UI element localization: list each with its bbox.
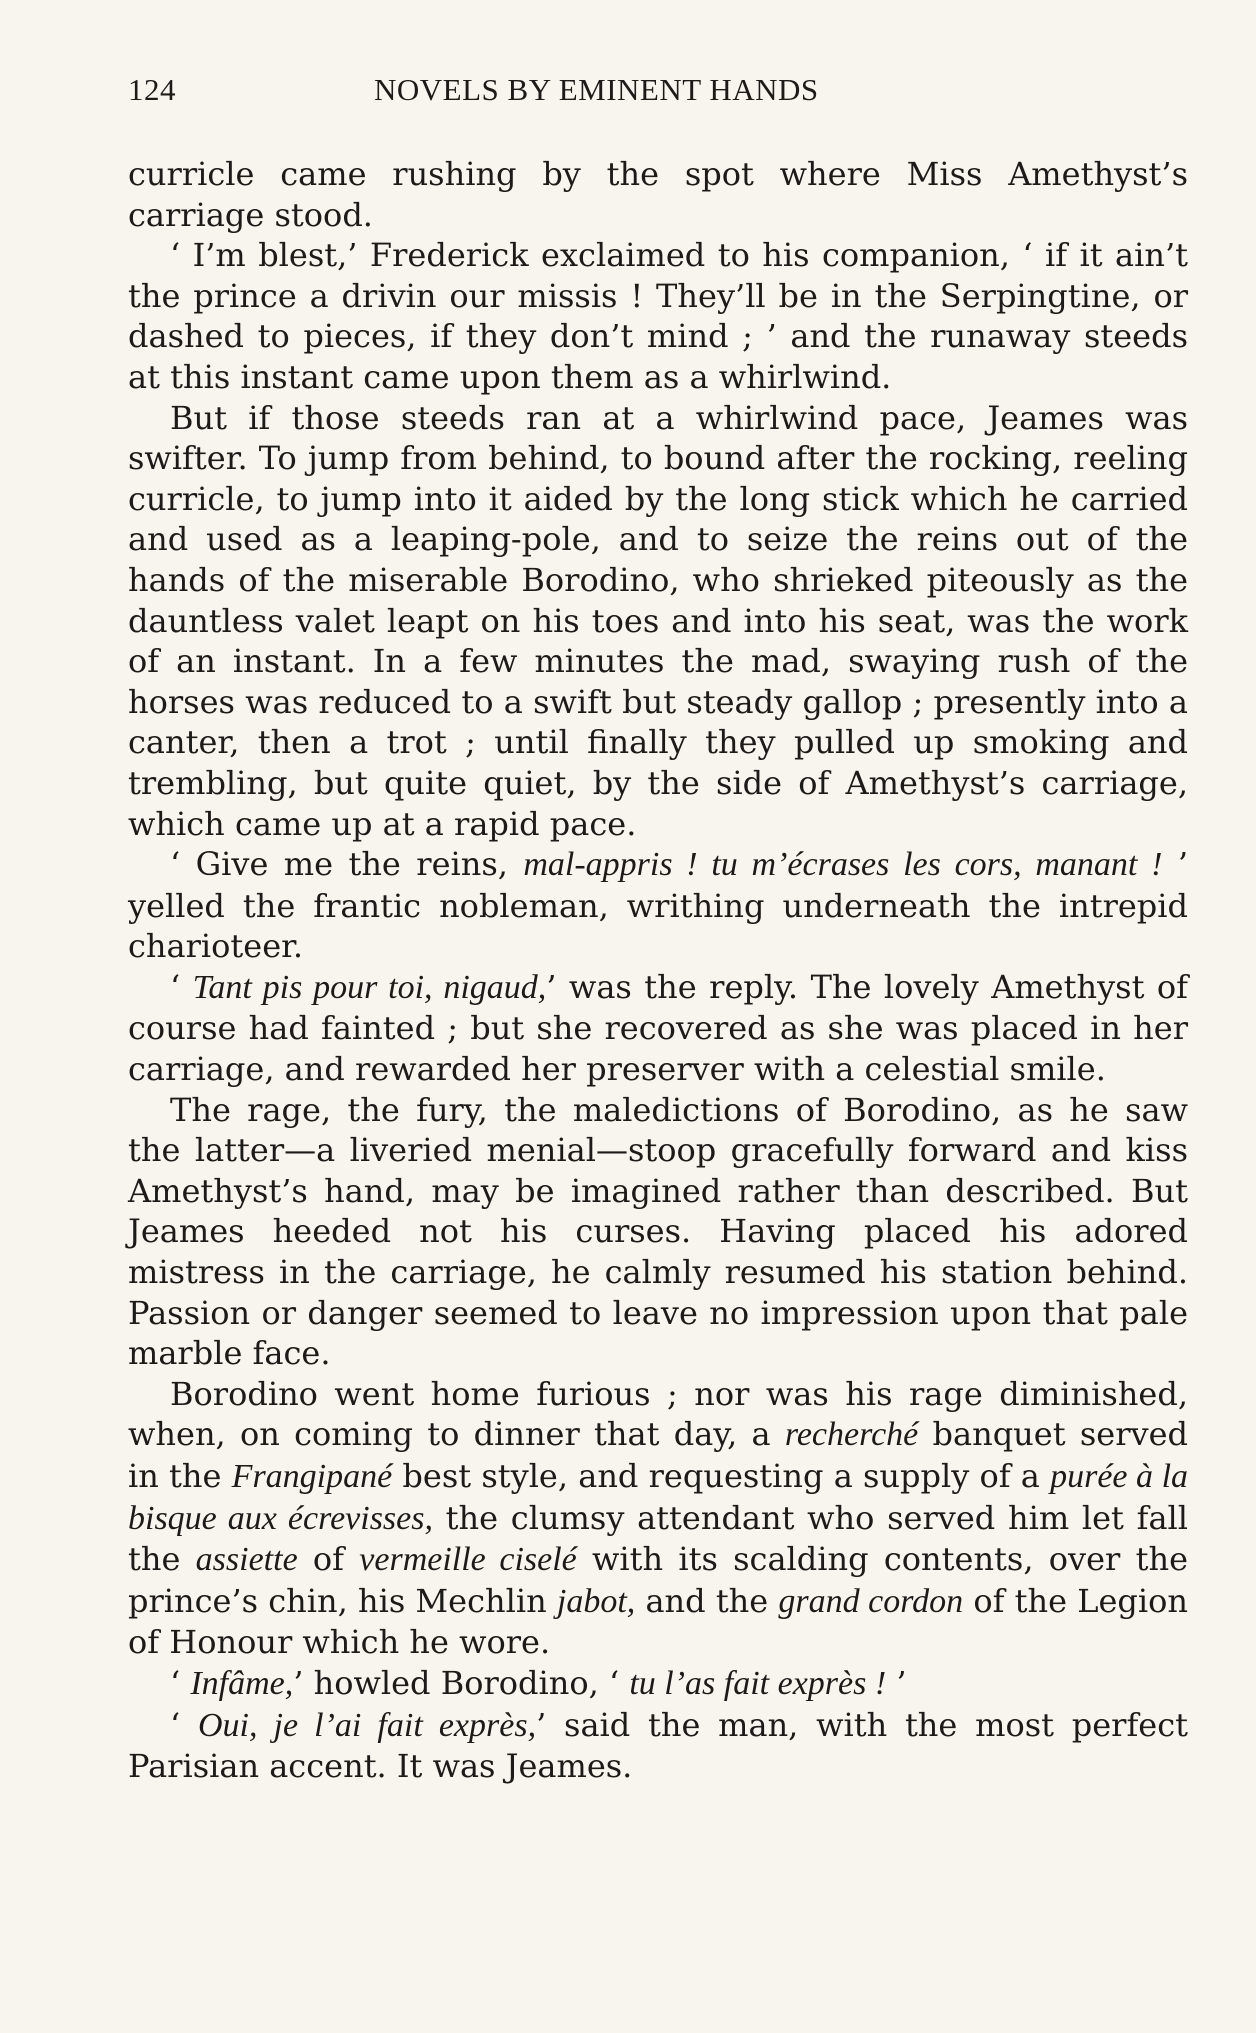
text-run: ‘ [170, 1705, 198, 1744]
french-phrase: purée à la bisque aux écrevisses, [128, 1458, 1189, 1537]
text-run: ’ [886, 1663, 907, 1702]
text-run: ’ said the man, with the most perfect Parisian accent. It was Jeames. [128, 1705, 1189, 1786]
french-phrase: mal-appris ! tu m’écrases les cors, manant ! [523, 846, 1163, 884]
paragraph [128, 967, 1188, 1090]
running-title: NOVELS BY EMINENT HANDS [374, 72, 819, 107]
french-phrase: Infâme, [190, 1664, 294, 1702]
text-run: ’ yelled the frantic nobleman, writhing underneath the intrepid charioteer. [128, 845, 1188, 966]
french-phrase: Frangipané [231, 1458, 393, 1495]
french-phrase: assiette [195, 1541, 298, 1579]
paragraph: But if those steeds ran at a whirlwind pace, Jeames was swifter. To jump from behind, to bound after the rocking, reeling curricle, to jump into it aided by the long stick which he carried and used as a leaping-pole, and to seize the reins out of the hands of the miserable Borodino, who shrieked piteously as the dauntless valet leapt on his toes and into his seat, was the work of an instant. In a few minutes the mad, swaying rush of the horses was reduced to a swift but steady gallop ; presently into a canter, then a trot ; until finally they pulled up smoking and trembling, but quite quiet, by the side of Amethyst’s carriage, which came up at a rapid pace. [128, 398, 1188, 843]
text-run: of [297, 1540, 360, 1579]
page-number: 124 [128, 72, 176, 107]
paragraph: ‘ I’m blest,’ Frederick exclaimed to his companion, ‘ if it ain’t the prince a drivin our missis ! They’ll be in the Serpingtine, or dashed to pieces, if they don’t mind ; ’ and the runaway steeds at this instant came upon them as a whirlwind. [128, 236, 1188, 396]
book-page [128, 72, 1188, 1787]
french-phrase: Tant pis pour toi, nigaud, [192, 968, 547, 1006]
french-phrase: vermeille ciselé [359, 1541, 577, 1579]
paragraph: The rage, the fury, the maledictions of Borodino, as he saw the latter—a liveried menial—stoop gracefully forward and kiss Amethyst’s hand, may be imagined rather than described. But Jeames heeded not his curses. Having placed his adored mistress in the carriage, he calmly resumed his station behind. Passion or danger seemed to leave no impression upon that pale marble face. [128, 1090, 1188, 1373]
text-run: the clumsy attendant who served him let fall the [128, 1498, 1188, 1579]
french-phrase: Oui, je l’ai fait exprès, [197, 1706, 537, 1744]
french-phrase: grand cordon [778, 1582, 964, 1620]
text-run: with its scalding contents, over the prince’s chin, his Mechlin [128, 1540, 1189, 1620]
paragraph: curricle came rushing by the spot where Miss Amethyst’s carriage stood. [128, 155, 1188, 234]
text-run: and the [635, 1581, 779, 1620]
text-run: ‘ [170, 1663, 191, 1702]
text-run: banquet served in the [128, 1415, 1188, 1495]
text-run: ‘ Give me the reins, [170, 845, 524, 884]
text-run: best style, and requesting a supply of a [392, 1457, 1051, 1495]
french-phrase: tu l’as fait exprès ! [629, 1664, 887, 1702]
text-run: ’ was the reply. The lovely Amethyst of course had fainted ; but she recovered as she was placed in her carriage, and rewarded her preserver with a celestial smile. [128, 967, 1189, 1089]
text-run: ’ howled Borodino, ‘ [293, 1663, 630, 1702]
paragraph [128, 844, 1188, 967]
paragraph [128, 1705, 1188, 1787]
french-phrase: jabot, [556, 1582, 636, 1620]
text-run: Borodino went home furious ; nor was his rage diminished, when, on coming to dinner that day, a [128, 1374, 1188, 1454]
body-text [128, 154, 1188, 1787]
french-phrase: recherché [784, 1416, 919, 1454]
paragraph [128, 1374, 1188, 1663]
running-head [128, 72, 1188, 116]
text-run: of the Legion of Honour which he wore. [128, 1581, 1188, 1662]
paragraph [128, 1663, 1188, 1705]
text-run: ‘ [170, 967, 193, 1006]
